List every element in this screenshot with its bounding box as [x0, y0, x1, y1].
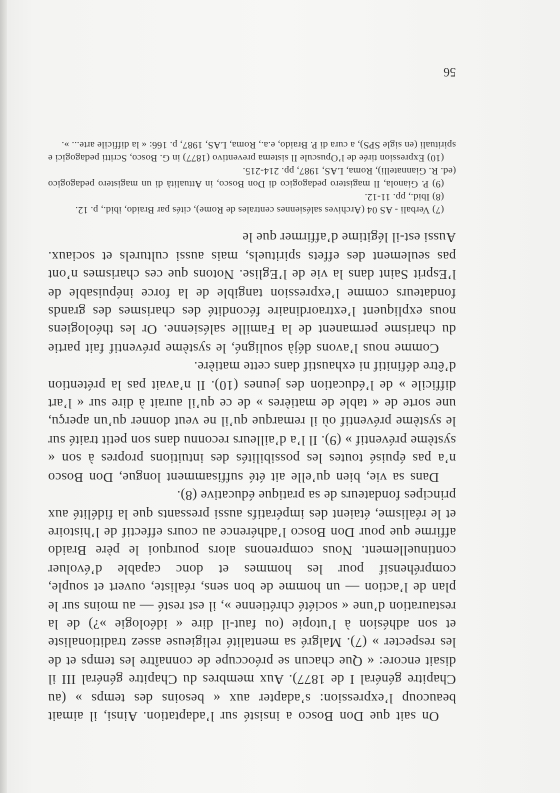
- paragraph-2: Dans sa vie, bien qu’elle ait été suffisamment longue, Don Bosco n’a pas épuisé toutes les possibilités des intuitions propres à son « système préventif » (9). Il l’a d’ailleurs reconnu dans son petit traité sur le système préventif où il remarque qu’il ne veut donner qu’un aperçu, une sorte de « table de matières » de ce qu’il aurait à dire sur « l’art difficile » de l’éducation des jeunes (10). Il n’avait pas la prétention d’être définitif ni exhaustif dans cette matière.: [48, 359, 456, 485]
- footnote-8: (8) Ibid., pp. 11-12.: [364, 191, 444, 203]
- text-block: [48, 138, 456, 725]
- body-text: [48, 228, 456, 725]
- footnote-10: (10) Expression tirée de l’Opuscule Il sistema preventivo (1877) in G. Bosco, Scritti pedagogici e spirituali (en sigle SPS), a cura di P. Braido, e.a., Roma, LAS, 1987, p. 166: « la difficile arte... ».: [48, 139, 456, 164]
- paragraph-1: On sait que Don Bosco a insisté sur l’adaptation. Ainsi, il aimait beaucoup l’expression: s’adapter aux « besoins des temps » (au Chapitre général I de 1877). Aux membres du Chapitre général III il disait encore: « Que chacun se préoccupe de connaître les temps et de les respecter » (7). Malgré sa mentalité religieuse assez traditionaliste et son adhésion à l’utopie (ou faut-il dire « idéologie »?) de la restauration d’une « société chrétienne », il est resté — au moins sur le plan de l’action — un homme de bon sens, réaliste, ouvert et souple, compréhensif pour les hommes et donc capable d’évoluer continuellement. Nous comprenons alors pourquoi le père Braido affirme que pour Don Bosco l’adhérence au cours effectif de l’histoire et le réalisme, étaient des impératifs aussi pressants que la fidélité aux principes fondateurs de sa pratique éducative (8).: [48, 488, 456, 724]
- footnotes: [48, 138, 456, 216]
- footnote-9: (9) P. Gianola, Il magistero pedagogico di Don Bosco, in Attualità di un magistero pedagogico (ed. R. Giannatelli), Roma, LAS, 1987, pp. 214-215.: [48, 165, 456, 190]
- paragraph-3: Comme nous l’avons déjà souligné, le système préventif fait partie du charisme permanent de la Famille salésienne. Or les théologiens nous expliquent l’extraordinaire fécondité des charismes des grands fondateurs comme l’expression tangible de la force inépuisable de l’Esprit Saint dans la vie de l’Eglise. Notons que ces charismes n’ont pas seulement des effets spirituels, mais aussi culturels et sociaux. Aussi est-il légitime d’affirmer que le: [48, 230, 456, 356]
- footnote-7: (7) Verbali - AS 04 (Archives salésiennes centrales de Rome), cités par Braido, ibid., p. 12.: [75, 204, 444, 216]
- page-number: 56: [443, 65, 456, 79]
